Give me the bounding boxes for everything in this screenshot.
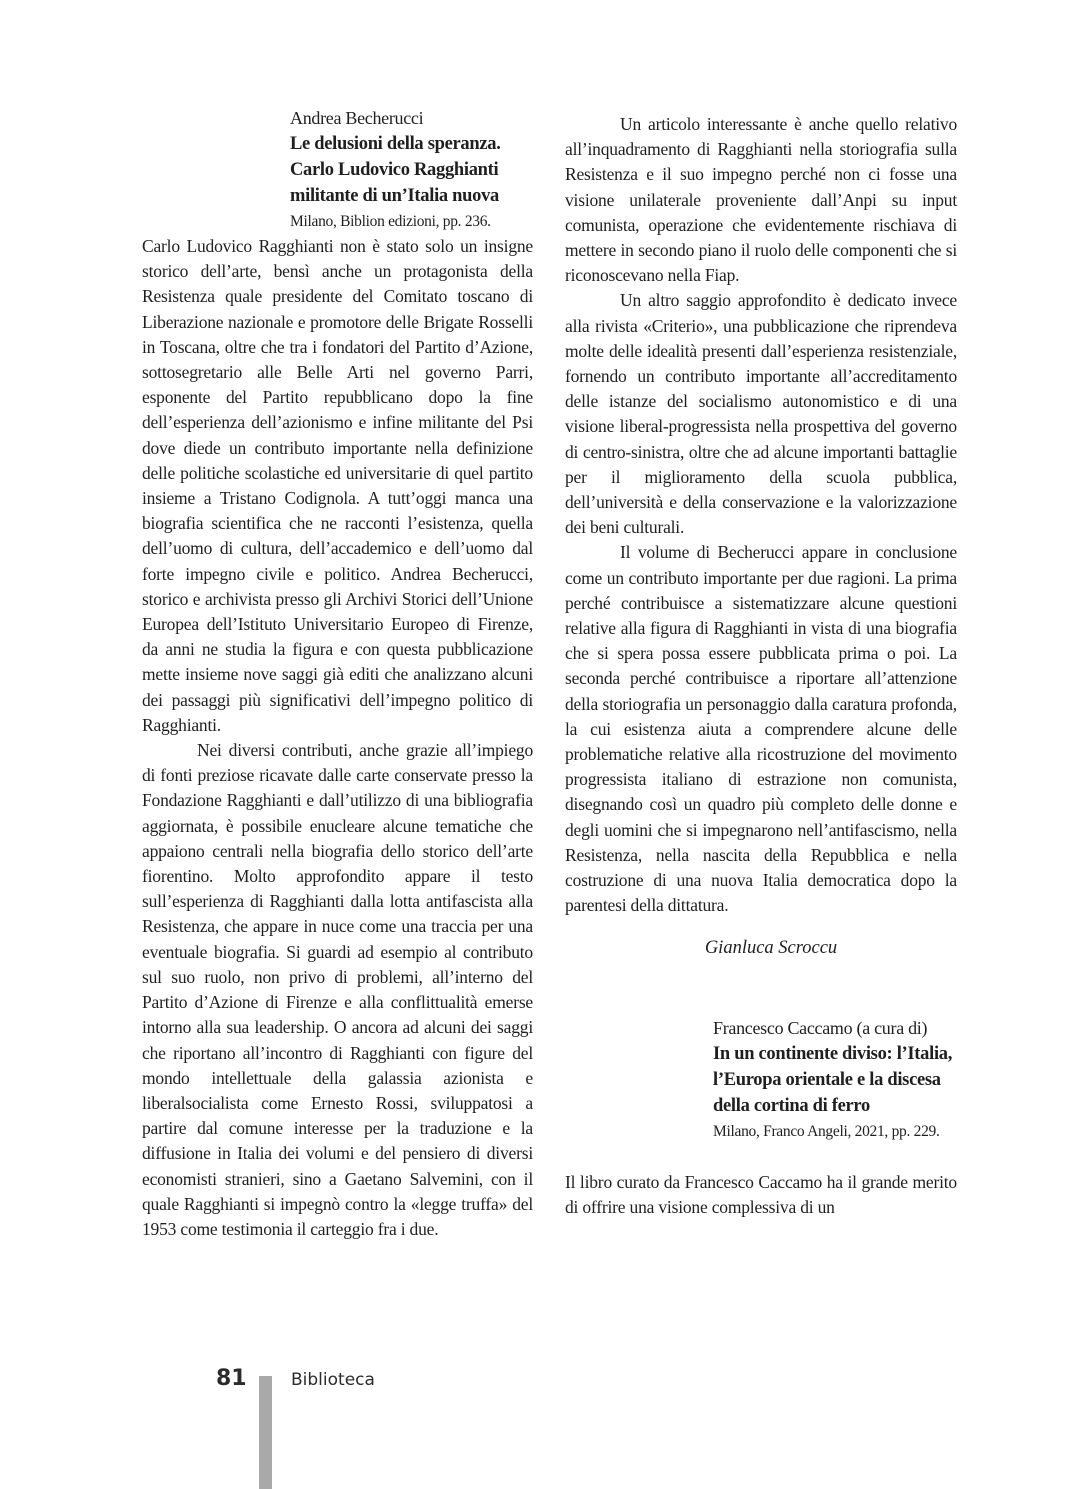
section-divider-bar bbox=[259, 1376, 272, 1489]
review1-paragraph-3: Un articolo interessante è anche quello relativo all’inquadramento di Ragghianti nella storiografia sulla Resistenza e il suo impegno perché non ci fosse una visione unilaterale proveniente dall’Anpi su input comunista, operazione che evidentemente rischiava di mettere in secondo piano il ruolo delle componenti che si riconoscevano nella Fiap. bbox=[565, 114, 957, 286]
section-label: Biblioteca bbox=[291, 1370, 375, 1390]
review1-imprint: Milano, Biblion edizioni, pp. 236. bbox=[290, 213, 491, 230]
review1-paragraph-2: Nei diversi contributi, anche grazie all’impiego di fonti preziose ricavate dalle carte conservate presso la Fondazione Ragghianti e dall’utilizzo di una bibliografia aggiornata, è possibile enucleare alcune tematiche che appaiono centrali nella biografia dello storico dell’arte fiorentino. Molto approfondito appare il testo sull’esperienza di Ragghianti dalla lotta antifascista alla Resistenza, che appare in nuce come una traccia per una eventuale biografia. Si guardi ad esempio al contributo sul suo ruolo, non privo di problemi, all’interno del Partito d’Azione di Firenze e alla conflittualità emerse intorno alla sua leadership. O ancora ad alcuni dei saggi che riportano all’incontro di Ragghianti con figure del mondo intellettuale della galassia azionista e liberalsocialista come Ernesto Rossi, sviluppatosi a partire dal comune interesse per la traduzione e la diffusione in Italia dei volumi e del pensiero di diversi economisti stranieri, sino a Gaetano Salvemini, con il quale Ragghianti si impegnò contro la «legge truffa» del 1953 come testimonia il carteggio fra i due. bbox=[142, 740, 533, 1239]
review1-paragraph-4: Un altro saggio approfondito è dedicato invece alla rivista «Criterio», una pubblicazione che riprendeva molte delle idealità presenti dall’esperienza resistenziale, fornendo un contributo importante all’accreditamento delle istanze del socialismo autonomistico e di una visione liberal-progressista nella prospettiva del governo di centro-sinistra, oltre che ad alcune importanti battaglie per il miglioramento della scuola pubblica, dell’università e della conservazione e la valorizzazione dei beni culturali. bbox=[565, 290, 957, 538]
review2-book-header bbox=[713, 1015, 957, 1144]
review1-paragraph-1: Carlo Ludovico Ragghianti non è stato solo un insigne storico dell’arte, bensì anche un protagonista della Resistenza quale presidente del Comitato toscano di Liberazione nazionale e promotore delle Brigate Rosselli in Toscana, oltre che tra i fondatori del Partito d’Azione, sottosegretario alle Belle Arti nel governo Parri, esponente del Partito repubblicano dopo la fine dell’esperienza dell’azionismo e infine militante del Psi dove diede un contributo importante nella definizione delle politiche scolastiche ed universitarie di quel partito insieme a Tristano Codignola. A tutt’oggi manca una biografia scientifica che ne racconti l’esistenza, quella dell’uomo di cultura, dell’accademico e dell’uomo dal forte impegno civile e politico. Andrea Becherucci, storico e archivista presso gli Archivi Storici dell’Unione Europea dell’Istituto Universitario Europeo di Firenze, da anni ne studia la figura e con questa pubblicazione mette insieme nove saggi già editi che analizzano alcuni dei passaggi più significativi dell’impegno politico di Ragghianti. bbox=[142, 236, 533, 735]
review2-imprint: Milano, Franco Angeli, 2021, pp. 229. bbox=[713, 1122, 940, 1140]
page-number: 81 bbox=[216, 1366, 247, 1391]
review2-author: Francesco Caccamo (a cura di) bbox=[713, 1017, 928, 1038]
review2-paragraph-1: Il libro curato da Francesco Caccamo ha il grande merito di offrire una visione complessiva di un bbox=[565, 1171, 957, 1217]
review2-title: In un continente diviso: l’Italia, l’Europa orientale e la discesa della cortina di ferro bbox=[713, 1043, 953, 1116]
reviewer-signature: Gianluca Scroccu bbox=[704, 937, 838, 958]
review1-title: Le delusioni della speranza. Carlo Ludovico Ragghianti militante di un’Italia nuova bbox=[290, 134, 501, 206]
right-column bbox=[565, 112, 957, 1220]
left-column bbox=[142, 105, 533, 1242]
review1-author: Andrea Becherucci bbox=[290, 108, 424, 128]
review1-paragraph-5: Il volume di Becherucci appare in conclusione come un contributo importante per due ragioni. La prima perché contribuisce a sistematizzare alcune questioni relative alla figura di Ragghianti in vista di una biografia che si spera possa essere pubblicata prima o poi. La seconda perché contribuisce a riportare all’attenzione della storiografia un personaggio dalla caratura profonda, la cui esistenza aiuta a comprendere alcune delle problematiche relative alla ricostruzione del movimento progressista italiano di estrazione non comunista, disegnando così un quadro più completo delle donne e degli uomini che si impegnarono nell’antifascismo, nella Resistenza, nella nascita della Repubblica e nella costruzione di una nuova Italia democratica dopo la parentesi della dittatura. bbox=[565, 542, 957, 916]
review1-book-header bbox=[290, 105, 533, 234]
